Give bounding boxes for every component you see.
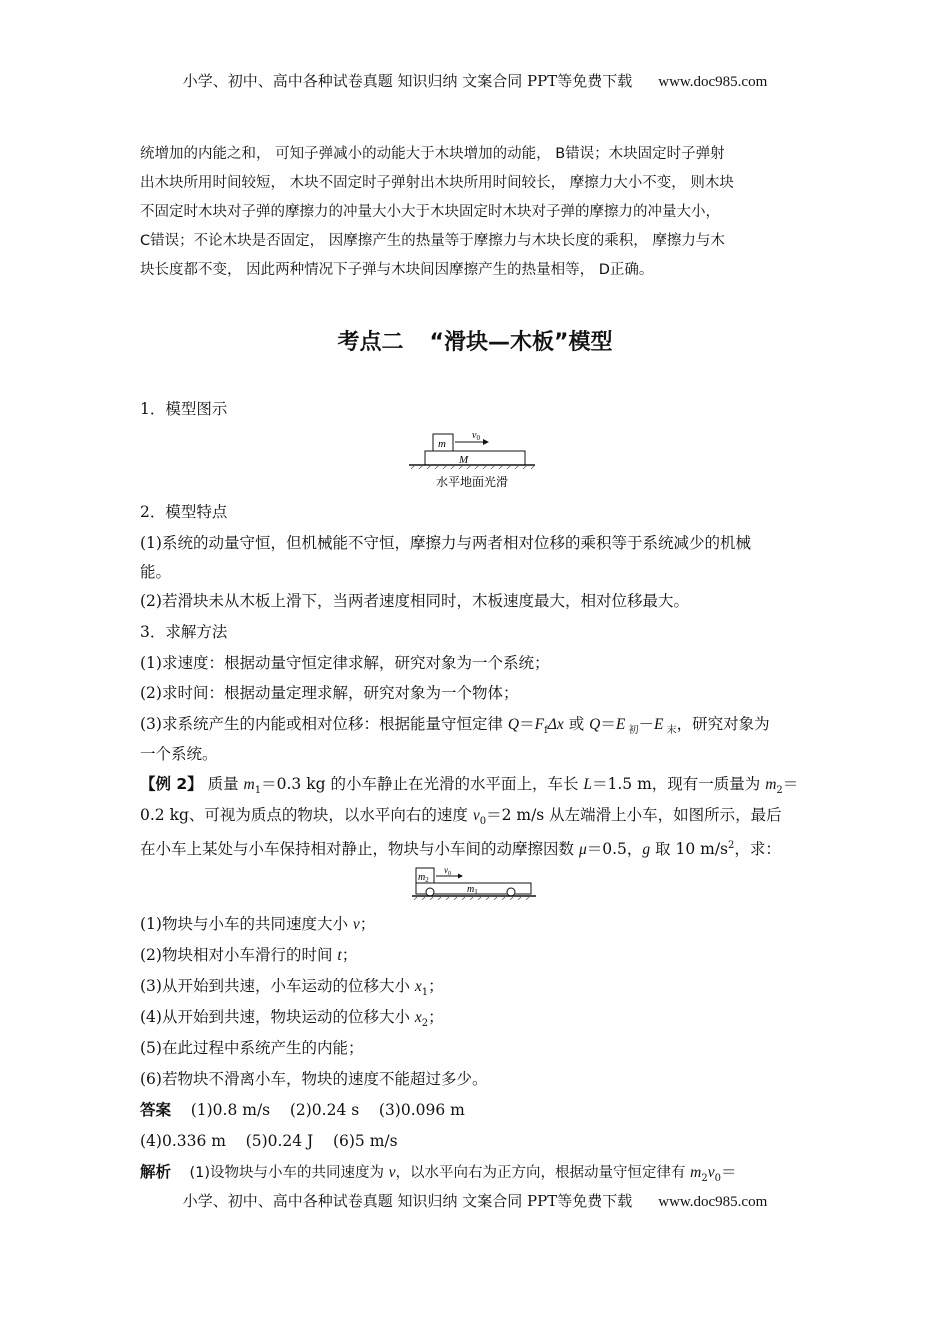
model-figure-heading: 1．模型图示: [140, 400, 228, 418]
analysis-label: 解析: [140, 1163, 172, 1181]
intro-line-5: 块长度都不变， 因此两种情况下子弹与木块间因摩擦产生的热量相等， D正确。: [140, 262, 654, 278]
velocity-arrow-head: [483, 439, 489, 445]
solve-methods-heading: 3．求解方法: [140, 623, 228, 641]
feature-1-line-1: (1)系统的动量守恒，但机械能不守恒，摩擦力与两者相对位移的乘积等于系统减少的机械: [140, 534, 751, 552]
section-name: “滑块—木板”模型: [429, 330, 613, 355]
question-1: (1)物块与小车的共同速度大小 v；: [140, 915, 376, 933]
slider-block-label: m: [438, 438, 446, 450]
header-text: 小学、初中、高中各种试卷真题 知识归纳 文案合同 PPT等免费下载: [182, 72, 633, 90]
example-line-1: 【例 2】 质量 $m_1=0.3$ kg 的小车静止在光滑的水平面上，车长 L＝1.5 m，现有一质量为 $m_2=$: [140, 775, 799, 797]
method-velocity: (1)求速度：根据动量守恒定律求解，研究对象为一个系统；: [140, 654, 550, 672]
ground-caption: 水平地面光滑: [435, 475, 509, 489]
intro-line-3: 不固定时木块对子弹的摩擦力的冲量大小大于木块固定时木块对子弹的摩擦力的冲量大小，: [140, 204, 720, 220]
answer-line-1: 答案 (1)0.8 m/s (2)0.24 s (3)0.096 m: [140, 1101, 465, 1119]
cart-wheel-right: [507, 888, 515, 896]
page-header: [0, 70, 950, 91]
intro-line-4: C错误；不论木块是否固定， 因摩擦产生的热量等于摩擦力与木块长度的乘积， 摩擦力与木: [140, 233, 725, 249]
answer-label: 答案: [140, 1101, 172, 1119]
block-velocity-arrow-head: [458, 874, 463, 879]
footer-url[interactable]: www.doc985.com: [658, 1194, 768, 1210]
velocity-label: $v_0$: [472, 430, 480, 442]
example-line-3: 在小车上某处与小车保持相对静止，物块与小车间的动摩擦因数 μ＝0.5，g 取 10 $m/s^2$，求：: [140, 840, 781, 859]
method-time: (2)求时间：根据动量定理求解，研究对象为一个物体；: [140, 684, 519, 702]
question-3: (3)从开始到共速，小车运动的位移大小 $x_1$；: [140, 977, 444, 999]
page-footer: [0, 1190, 950, 1211]
method-energy-line-2: 一个系统。: [140, 745, 218, 763]
question-6: (6)若物块不滑离小车，物块的速度不能超过多少。: [140, 1070, 488, 1088]
example-tag: 【例 2】: [140, 775, 203, 793]
answer-line-2: (4)0.336 m (5)0.24 J (6)5 m/s: [140, 1132, 398, 1150]
block-cart-figure: [412, 864, 538, 904]
question-4: (4)从开始到共速，物块运动的位移大小 $x_2$；: [140, 1008, 444, 1030]
section-number: 考点二: [337, 330, 404, 355]
header-url[interactable]: www.doc985.com: [658, 74, 768, 90]
feature-2: (2)若滑块未从木板上滑下，当两者速度相同时，木板速度最大，相对位移最大。: [140, 592, 689, 610]
question-5: (5)在此过程中系统产生的内能；: [140, 1039, 364, 1057]
slider-board-figure: [405, 426, 540, 494]
analysis-line-1: 解析 (1)设物块与小车的共同速度为 v，以水平向右为正方向，根据动量守恒定律有 $m_2v_0=$: [140, 1163, 737, 1185]
cart-wheel-left: [426, 888, 434, 896]
footer-text: 小学、初中、高中各种试卷真题 知识归纳 文案合同 PPT等免费下载: [182, 1192, 633, 1210]
question-2: (2)物块相对小车滑行的时间 t；: [140, 946, 358, 964]
block-label: $m_2$: [418, 872, 429, 884]
section-title: [0, 325, 950, 356]
model-features-heading: 2．模型特点: [140, 503, 228, 521]
block-velocity-label: $v_0$: [444, 865, 451, 877]
cart-label: $m_1$: [467, 884, 478, 896]
board-label: M: [459, 454, 469, 466]
example-line-2: 0.2 kg、可视为质点的物块，以水平向右的速度 $v_0=2$ m/s 从左端滑上小车，如图所示，最后: [140, 806, 782, 828]
intro-line-1: 统增加的内能之和， 可知子弹减小的动能大于木块增加的动能， B错误；木块固定时子弹射: [140, 146, 725, 162]
board: [425, 451, 525, 465]
feature-1-line-2: 能。: [140, 563, 172, 581]
method-energy-line-1: (3)求系统产生的内能或相对位移：根据能量守恒定律 $Q=F_f\Delta x$ 或 Q＝E $_初$－E $_末$，研究对象为: [140, 715, 770, 737]
intro-line-2: 出木块所用时间较短， 木块不固定时子弹射出木块所用时间较长， 摩擦力大小不变， 则木块: [140, 175, 734, 191]
